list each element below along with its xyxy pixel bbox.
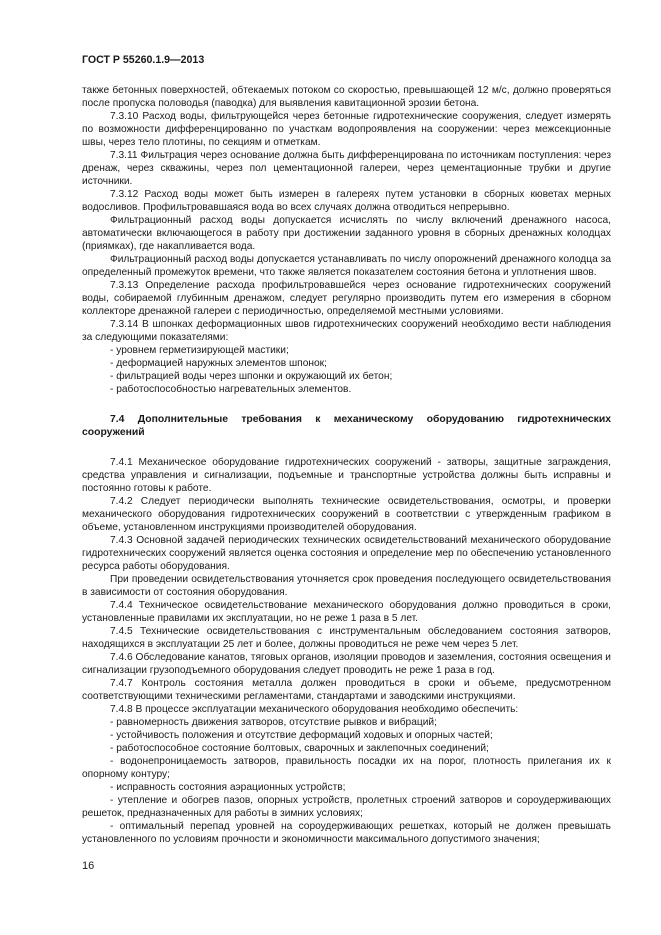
- list-item: - работоспособностью нагревательных элементов.: [110, 384, 352, 395]
- list-item: - водонепроницаемость затворов, правильность посадки их на порог, плотность прилегания их к опорному контуру;: [82, 756, 611, 780]
- list-item: - работоспособное состояние болтовых, сварочных и заклепочных соединений;: [110, 743, 489, 754]
- list-item: - исправность состояния аэрационных устройств;: [110, 782, 346, 793]
- document-header: ГОСТ Р 55260.1.9—2013: [82, 54, 205, 66]
- list-item: - уровнем герметизирующей мастики;: [110, 345, 289, 356]
- paragraph: также бетонных поверхностей, обтекаемых потоком со скоростью, превышающей 12 м/с, должно проверяться после пропуска половодья (паводка) для выявления кавитационной эрозии бетона.: [82, 85, 611, 109]
- paragraph-7-4-7: 7.4.7 Контроль состояния металла должен проводиться в сроки и объеме, предусмотренном соответствующими техническими регламентами, стандартами и заводскими инструкциями.: [82, 678, 611, 702]
- paragraph-7-3-10: 7.3.10 Расход воды, фильтрующейся через бетонные гидротехнические сооружения, следует измерять по возможности дифференцированно по участкам водопроявления на сооружении: через межсекционные швы, через тело плотины, по секциям и отметкам.: [82, 111, 611, 148]
- list-item: - устойчивость положения и отсутствие деформаций ходовых и опорных частей;: [110, 730, 493, 741]
- paragraph-7-3-14: 7.3.14 В шпонках деформационных швов гидротехнических сооружений необходимо вести наблюдения за следующими показателями:: [82, 319, 611, 343]
- paragraph-7-4-6: 7.4.6 Обследование канатов, тяговых органов, изоляции проводов и заземления, состояния освещения и сигнализации грузоподъемного оборудования следует проводить не реже 1 раза в год.: [82, 652, 611, 676]
- paragraph-7-4-5: 7.4.5 Технические освидетельствования с инструментальным обследованием состояния затворов, находящихся в эксплуатации 25 лет и более, должны проводиться не реже чем через 5 лет.: [82, 626, 611, 650]
- paragraph-7-3-13: 7.3.13 Определение расхода профильтровавшейся через основание гидротехнических сооружений воды, собираемой глубинным дренажом, следует регулярно производить путем его измерения в сборном коллекторе дренажной галереи с периодичностью, определяемой местными условиями.: [82, 280, 611, 317]
- paragraph: При проведении освидетельствования уточняется срок проведения последующего освидетельствования в зависимости от состояния оборудования.: [82, 574, 611, 598]
- paragraph-7-4-8: 7.4.8 В процессе эксплуатации механического оборудования необходимо обеспечить:: [110, 704, 519, 715]
- list-item: - фильтрацией воды через шпонки и окружающий их бетон;: [110, 371, 393, 382]
- page-number: 16: [82, 860, 95, 872]
- paragraph-7-3-12: 7.3.12 Расход воды может быть измерен в галереях путем установки в сборных кюветах мерных водосливов. Профильтровавшаяся вода во всех случаях должна отводиться непрерывно.: [82, 189, 611, 213]
- paragraph: Фильтрационный расход воды допускается исчислять по числу включений дренажного насоса, автоматически включающегося в работу при достижении заданного уровня в сборных дренажных колодцах (приямках), где накапливается вода.: [82, 215, 611, 252]
- indicator-list: [82, 344, 611, 396]
- paragraph: Фильтрационный расход воды допускается устанавливать по числу опорожнений дренажного колодца за определенный промежуток времени, что также является показателем состояния бетона и уплотнения швов.: [82, 254, 611, 278]
- paragraph-7-4-3: 7.4.3 Основной задачей периодических технических освидетельствований механического оборудование гидротехнических сооружений является оценка состояния и определение мер по обеспечению установленного ресурса работы оборудования.: [82, 535, 611, 572]
- requirements-list: [82, 716, 611, 846]
- list-item: - деформацией наружных элементов шпонок;: [110, 358, 327, 369]
- paragraph-7-4-1: 7.4.1 Механическое оборудование гидротехнических сооружений - затворы, защитные заграждения, средства управления и сигнализации, подъемные и транспортные устройства должны быть исправны и постоянно готовы к работе.: [82, 457, 611, 494]
- paragraph-7-3-11: 7.3.11 Фильтрация через основание должна быть дифференцирована по источникам поступления: через дренаж, через скважины, через пол цементационной галереи, через цементационные трубки и другие источники.: [82, 150, 611, 187]
- list-item: - утепление и обогрев пазов, опорных устройств, пролетных строений затворов и сороудерживающих решеток, предназначенных для работы в зимних условиях;: [82, 795, 611, 819]
- document-body: [82, 84, 611, 846]
- paragraph-7-4-2: 7.4.2 Следует периодически выполнять технические освидетельствования, осмотры, и проверки механического оборудования гидротехнических сооружений в соответствии с утвержденным графиком в объеме, установленном инструкциями производителей оборудования.: [82, 496, 611, 533]
- list-item: - равномерность движения затворов, отсутствие рывков и вибраций;: [110, 717, 437, 728]
- paragraph-7-4-4: 7.4.4 Техническое освидетельствование механического оборудования должно проводиться в сроки, установленные правилами их эксплуатации, но не реже 1 раза в 5 лет.: [82, 600, 611, 624]
- section-heading-7-4: 7.4 Дополнительные требования к механическому оборудованию гидротехнических сооружений: [82, 414, 611, 438]
- list-item: - оптимальный перепад уровней на сороудерживающих решетках, который не должен превышать установленного по условиям прочности и экономичности максимального допустимого значения;: [82, 821, 611, 845]
